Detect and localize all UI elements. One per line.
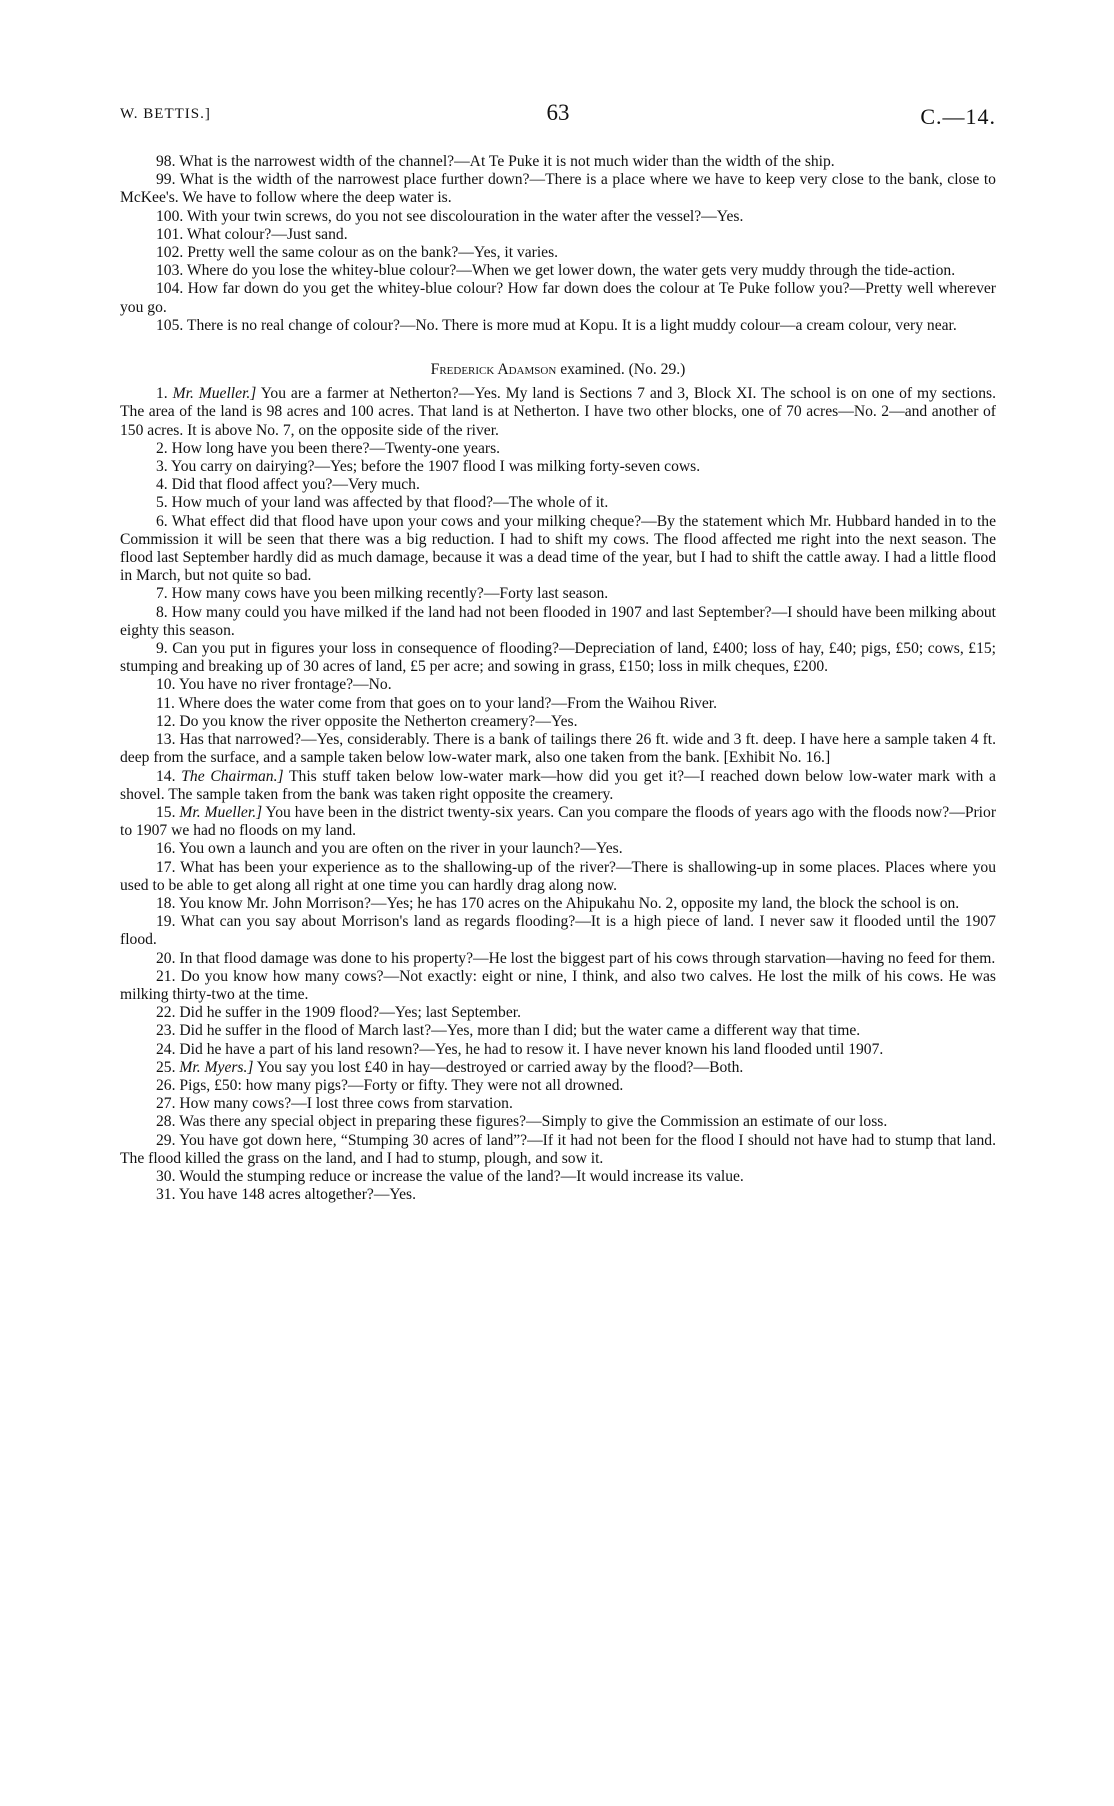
question-paragraph — [120, 585, 996, 603]
question-paragraph — [120, 385, 996, 440]
question-number: 29. — [156, 1131, 176, 1149]
question-paragraph — [120, 1113, 996, 1131]
question-number: 13. — [156, 731, 176, 749]
header-witness: W. BETTIS.] — [120, 106, 211, 122]
question-text: What effect did that flood have upon your cows and your milking cheque?—By the statement which Mr. Hubbard handed in to the Commission it will be seen that there was a big reduction. I had to shift my cows. The flood affected me right into the next season. The flood last September hardly did as much damage, because it was a dead time of the year, but I had to shift the cattle away. I had a little flood in March, but not quite so bad. — [120, 512, 996, 585]
question-number: 25. — [156, 1058, 176, 1076]
question-paragraph — [120, 1168, 996, 1186]
question-text: You have 148 acres altogether?—Yes. — [178, 1186, 417, 1204]
question-number: 15. — [156, 803, 176, 821]
section-heading-rest: examined. (No. 29.) — [560, 361, 686, 379]
testimony-part-2 — [120, 385, 996, 1204]
question-paragraph — [120, 1095, 996, 1113]
question-text: Was there any special object in preparing these figures?—Simply to give the Commission an estimate of our loss. — [179, 1113, 888, 1131]
question-text: You carry on dairying?—Yes; before the 1907 flood I was milking forty-seven cows. — [171, 458, 701, 476]
question-text: This stuff taken below low-water mark—how did you get it?—I reached down below low-water mark with a shovel. The sample taken from the bank was taken right opposite the creamery. — [120, 767, 996, 803]
question-paragraph — [120, 1186, 996, 1204]
question-number: 105. — [156, 316, 184, 334]
question-text: You have no river frontage?—No. — [178, 676, 392, 694]
question-paragraph — [120, 171, 996, 207]
question-number: 31. — [156, 1186, 176, 1204]
page-header — [120, 100, 996, 132]
question-number: 18. — [156, 894, 176, 912]
question-text: What colour?—Just sand. — [186, 225, 348, 243]
question-paragraph — [120, 676, 996, 694]
question-text: Did that flood affect you?—Very much. — [171, 476, 420, 494]
question-paragraph — [120, 1041, 996, 1059]
question-text: You know Mr. John Morrison?—Yes; he has 170 acres on the Ahipukahu No. 2, opposite my land, the block the school is on. — [178, 894, 960, 912]
question-text: Where does the water come from that goes on to your land?—From the Waihou River. — [178, 694, 718, 712]
question-number: 6. — [156, 512, 168, 530]
question-paragraph — [120, 513, 996, 586]
question-paragraph — [120, 604, 996, 640]
question-number: 98. — [156, 153, 176, 170]
question-number: 26. — [156, 1076, 176, 1094]
question-text: How long have you been there?—Twenty-one years. — [171, 439, 501, 457]
question-text: In that flood damage was done to his property?—He lost the biggest part of his cows through starvation—having no feed for them. — [179, 949, 996, 967]
question-paragraph — [120, 1004, 996, 1022]
question-paragraph — [120, 640, 996, 676]
question-text: With your twin screws, do you not see discolouration in the water after the vessel?—Yes. — [186, 207, 744, 225]
question-number: 5. — [156, 494, 168, 512]
question-number: 12. — [156, 712, 176, 730]
question-paragraph — [120, 695, 996, 713]
question-text: How many cows have you been milking recently?—Forty last season. — [171, 585, 609, 603]
speaker: Mr. Mueller.] — [179, 803, 263, 821]
question-text: You say you lost £40 in hay—destroyed or carried away by the flood?—Both. — [256, 1058, 744, 1076]
question-number: 14. — [156, 767, 176, 785]
question-number: 2. — [156, 439, 168, 457]
question-number: 17. — [156, 858, 176, 876]
question-paragraph — [120, 153, 996, 171]
question-number: 28. — [156, 1113, 176, 1131]
question-text: Do you know how many cows?—Not exactly: eight or nine, I think, and also two calves. He lost the milk of his cows. He was milking thirty-two at the time. — [120, 967, 996, 1003]
section-heading — [120, 361, 996, 379]
question-number: 9. — [156, 640, 168, 658]
question-paragraph — [120, 840, 996, 858]
report-code: C.—14. — [920, 104, 996, 129]
question-text: You have been in the district twenty-six years. Can you compare the floods of years ago with the floods now?—Prior to 1907 we had no floods on my land. — [120, 803, 997, 840]
question-number: 19. — [156, 913, 176, 931]
question-paragraph — [120, 968, 996, 1004]
speaker: Mr. Myers.] — [179, 1058, 254, 1076]
question-text: Pigs, £50: how many pigs?—Forty or fifty. They were not all drowned. — [179, 1076, 624, 1094]
question-text: What can you say about Morrison's land as regards flooding?—It is a high piece of land. I never saw it flooded until the 1907 flood. — [120, 913, 996, 949]
question-text: How far down do you get the whitey-blue colour? How far down does the colour at Te Puke follow you?—Pretty well wherever you go. — [120, 280, 996, 316]
question-number: 102. — [156, 244, 184, 262]
question-paragraph — [120, 1059, 996, 1077]
question-paragraph — [120, 208, 996, 226]
question-paragraph — [120, 280, 996, 316]
question-paragraph — [120, 317, 996, 335]
question-text: What is the narrowest width of the channel?—At Te Puke it is not much wider than the width of the ship. — [179, 153, 835, 170]
question-paragraph — [120, 950, 996, 968]
question-number: 1. — [156, 385, 168, 403]
question-text: You are a farmer at Netherton?—Yes. My land is Sections 7 and 3, Block XI. The school is on one of my sections. The area of the land is 98 acres and 100 acres. That land is at Netherton. I have two other blocks, one of 70 acres—No. 2—and another of 150 acres. It is above No. 7, on the opposite side of the river. — [120, 385, 996, 439]
testimony-part-1 — [120, 153, 996, 335]
question-number: 27. — [156, 1095, 176, 1113]
question-number: 3. — [156, 458, 168, 476]
question-text: How many could you have milked if the land had not been flooded in 1907 and last September?—I should have been milking about eighty this season. — [120, 603, 996, 639]
question-paragraph — [120, 226, 996, 244]
question-text: Did he have a part of his land resown?—Yes, he had to resow it. I have never known his land flooded until 1907. — [179, 1040, 884, 1058]
question-number: 103. — [156, 262, 184, 280]
question-text: Can you put in figures your loss in consequence of flooding?—Depreciation of land, £400; loss of hay, £40; pigs, £50; cows, £15; stumping and breaking up of 30 acres of land, £5 per acre; and sowing in grass, £150; loss in milk cheques, £200. — [120, 640, 996, 676]
question-paragraph — [120, 476, 996, 494]
question-number: 104. — [156, 280, 184, 298]
question-paragraph — [120, 895, 996, 913]
question-paragraph — [120, 768, 996, 804]
speaker: Mr. Mueller.] — [172, 385, 257, 403]
question-number: 99. — [156, 171, 176, 189]
question-paragraph — [120, 731, 996, 767]
question-text: How much of your land was affected by that flood?—The whole of it. — [171, 494, 609, 512]
question-paragraph — [120, 244, 996, 262]
question-text: Did he suffer in the 1909 flood?—Yes; last September. — [179, 1004, 521, 1022]
question-number: 16. — [156, 840, 176, 858]
question-text: Do you know the river opposite the Netherton creamery?—Yes. — [179, 712, 578, 730]
question-text: You have got down here, “Stumping 30 acres of land”?—If it had not been for the flood I should not have had to stump that land. The flood killed the grass on the land, and I had to stump, plough, and sow it. — [120, 1131, 996, 1167]
question-text: Has that narrowed?—Yes, considerably. There is a bank of tailings there 26 ft. wide and 3 ft. deep. I have here a sample taken 4 ft. deep from the surface, and a sample taken below low-water mark, also one taken from the bank. [Exhibit No. 16.] — [120, 731, 996, 767]
question-text: Where do you lose the whitey-blue colour?—When we get lower down, the water gets very muddy through the tide-action. — [186, 262, 956, 280]
question-number: 8. — [156, 603, 168, 621]
question-number: 100. — [156, 207, 184, 225]
question-paragraph — [120, 494, 996, 512]
page-body — [120, 153, 996, 1204]
speaker: The Chairman.] — [181, 767, 284, 785]
question-paragraph — [120, 458, 996, 476]
question-paragraph — [120, 913, 996, 949]
question-paragraph — [120, 1022, 996, 1040]
question-text: You own a launch and you are often on the river in your launch?—Yes. — [178, 840, 623, 858]
question-paragraph — [120, 804, 996, 840]
question-paragraph — [120, 1132, 996, 1168]
question-number: 30. — [156, 1167, 176, 1185]
question-number: 10. — [156, 676, 176, 694]
question-text: There is no real change of colour?—No. There is more mud at Kopu. It is a light muddy colour—a cream colour, very near. — [186, 316, 957, 334]
question-paragraph — [120, 1077, 996, 1095]
question-text: Did he suffer in the flood of March last?—Yes, more than I did; but the water came a different way that time. — [179, 1022, 861, 1040]
page-number: 63 — [546, 100, 570, 125]
question-text: Pretty well the same colour as on the bank?—Yes, it varies. — [187, 244, 559, 262]
question-number: 24. — [156, 1040, 176, 1058]
question-text: What is the width of the narrowest place further down?—There is a place where we have to keep very close to the bank, close to McKee's. We have to follow where the deep water is. — [120, 171, 996, 207]
question-paragraph — [120, 859, 996, 895]
question-text: How many cows?—I lost three cows from starvation. — [179, 1095, 513, 1113]
question-number: 23. — [156, 1022, 176, 1040]
question-number: 22. — [156, 1004, 176, 1022]
question-text: Would the stumping reduce or increase the value of the land?—It would increase its value. — [179, 1167, 744, 1185]
question-paragraph — [120, 440, 996, 458]
question-paragraph — [120, 713, 996, 731]
witness-name: Frederick Adamson — [430, 361, 557, 379]
question-text: What has been your experience as to the shallowing-up of the river?—There is shallowing-up in some places. Places where you used to be able to get along all right at one time you can hardly drag along now. — [120, 858, 996, 894]
question-number: 7. — [156, 585, 168, 603]
question-number: 4. — [156, 476, 168, 494]
question-number: 20. — [156, 949, 176, 967]
question-number: 21. — [156, 967, 176, 985]
question-paragraph — [120, 262, 996, 280]
question-number: 101. — [156, 225, 184, 243]
question-number: 11. — [156, 694, 175, 712]
